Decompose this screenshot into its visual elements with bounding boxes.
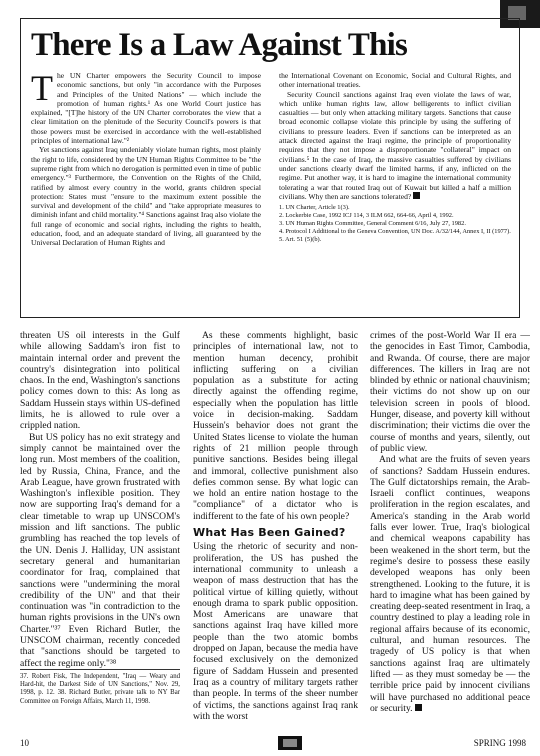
body-column-2 [193,330,358,732]
page-number: 10 [20,738,29,748]
sidebar-note: 1. UN Charter, Article 1(3). [279,204,350,212]
page-footer [20,738,530,752]
section-subheading: What Has Been Gained? [193,526,346,540]
sidebar-note: 4. Protocol I Additional to the Geneva Convention, UN Doc. A/32/144, Annex I, II (1977). [279,228,511,236]
sidebar-note: 3. UN Human Rights Committee, General Comment 6/16, July 27, 1982. [279,220,466,228]
body-column-1 [20,330,180,732]
body-paragraph: threaten US oil interests in the Gulf while allowing Saddam's iron fist to maintain internal order and prevent the country's disintegration into political chaos. In the end, Washington's sanctions policy comes down to this: As long as Saddam Hussein stays within US-defined limits, he is allowed to rule over a crippled nation. [20,330,180,432]
sidebar-note: 5. Art. 51 (5)(b). [279,236,322,244]
body-paragraph: But US policy has no exit strategy and simply cannot be maintained over the long run. Most members of the coalition, led by Russia, China, France, and the Arab League, have grown frustrated with Washington's inflexible position. They now are supporting Iraq's demand for a clear timetable to wrap up UNSCOM's mission and lift sanctions. The public grumbling has reached the top levels of the UN. Denis J. Halliday, UN assistant secretary general and humanitarian coordinator for Iraq, complained that sanctions were "undermining the moral credibility of the UN" and that their continuation was "in contradiction to the human rights provisions in the UN's own Charter."³⁷ Even Richard Butler, the UNSCOM chairman, recently conceded that "sanctions should be targeted to affect the regime only."³⁸ [20,431,180,669]
sidebar-paragraph: The UN Charter empowers the Security Council to impose economic sanctions, but only "in accordance with the Purposes and Principles of the United Nations" — which include the promotion of human rights.¹ As one World Court justice has explained, "[T]he history of the UN Charter corroborates the view that a clear limitation on the plenitude of the Security Council's powers is that those powers must be exercised in accordance with the well-established principles of international law."² [31,71,261,146]
sidebar-right-column [279,71,511,313]
body-paragraph: crimes of the post-World War II era — the genocides in East Timor, Cambodia, and Rwanda. Of course, there are major differences. The killers in Iraq are not blinded by ethnic or national chauvinism; their victims do not show up on our television screen in pools of blood. Hunger, disease, and poverty kill without discrimination; their victims die over the course of months and years, silently, out of public view. [370,330,530,454]
end-mark [415,704,422,711]
body-paragraph: And what are the fruits of seven years of sanctions? Saddam Hussein endures. The Gulf dictatorships remain, the Arab-Israeli conflict continues, weapons proliferation in the region escalates, and America's standing in the Arab world falls ever lower. True, Iraq's biological and chemical weapons capability has been weakened in the short term, but the regime's desire to possess these easily developed weapons has only been strengthened. Looking to the future, it is hard to imagine what has been gained by creating deep-seated resentment in Iraq, a country destined to play a leading role in regional affairs because of its economic, cultural, and human resources. The tragedy of US policy is that when sanctions against Iraq are ultimately lifted — as they must someday be — the terrible price paid by innocent civilians will have purchased no additional peace or security. [370,454,530,714]
sidebar-box [20,18,520,318]
sidebar-paragraph: the International Covenant on Economic, Social and Cultural Rights, and other international treaties. [279,71,511,90]
body-column-3 [370,330,530,732]
end-mark [413,192,420,199]
issue-date: SPRING 1998 [473,738,526,748]
body-paragraph: Using the rhetoric of security and non-proliferation, the US has pushed the international community to unleash a weapon of mass destruction that has the political virtue of killing quietly, without enough drama to spark public opposition. Most Americans are unaware that sanctions against Iraq have killed more people than the two atomic bombs dropped on Japan, because the media have focused exclusively on the demonized figure of Saddam Hussein and presented Iraq as a country of military targets rather than people. In terms of the sheer number of victims, the sanctions against Iraq rank with the worst [193,541,358,722]
sidebar-paragraph: Yet sanctions against Iraq undeniably violate human rights, most plainly the right to life, considered by the UN Human Rights Committee to be "the supreme right from which no derogation is permitted even in time of public emergency."³ Furthermore, the Convention on the Rights of the Child, ratified by almost every country in the world, grants children special protection: States must "ensure to the maximum extent possible the survival and development of the child" and "take appropriate measures to diminish infant and child mortality."⁴ Sanctions against Iraq also violate the full range of economic and social rights, including the rights to health, education, food, and an adequate standard of living, all guaranteed by the Universal Declaration of Human Rights and [31,145,261,248]
footnotes: 37. Robert Fisk, The Independent, "Iraq — Weary and Hard-hit, the Darkest Side of UN Sanctions," Nov. 29, 1998, p. 12. 38. Richard Butler, private talk to NY Bar Committee on Foreign Affairs, March 11, 1998. [20,669,180,706]
body-paragraph: As these comments highlight, basic principles of international law, not to mention human decency, prohibit inflicting suffering on a civilian population as a substitute for acting directly against the offending regime, especially when the population has little voice in decision-making. Saddam Hussein's behavior does not grant the United States license to violate the human rights of 21 million people through punitive sanctions. Besides being illegal and immoral, collective punishment also defies common sense. By what logic can we hold an entire nation hostage to the "compliance" of a dictator who is indifferent to the fate of his own people? [193,330,358,522]
publication-logo-icon [278,736,302,750]
drop-cap: T [31,71,53,108]
sidebar-headline: There Is a Law Against This [31,27,408,63]
sidebar-note: 2. Lockerbie Case, 1992 ICJ 114, 3 ILM 662, 664-66, April 4, 1992. [279,212,454,220]
sidebar-left-column [31,71,261,313]
sidebar-paragraph: Security Council sanctions against Iraq even violate the laws of war, which unlike human rights law, allow belligerents to inflict civilian casualties — but only when attacking military targets. Sanctions that cause broad economic collapse violate this principle by using the suffering of civilians to pressure leaders. Even if sanctions can be interpreted as an attack directed against the Iraqi regime, the principle of proportionality requires that they not impose a disproportionate "collateral" impact on civilians.⁵ In the case of Iraq, the massive casualties suffered by civilians under sanctions clearly dwarf the limited harms, if any, inflicted on the regime. Put another way, it is hard to imagine the international community tolerating a war that routed Iraq out of Kuwait but killed a half a million civilians. Why then are sanctions tolerated? [279,89,511,201]
